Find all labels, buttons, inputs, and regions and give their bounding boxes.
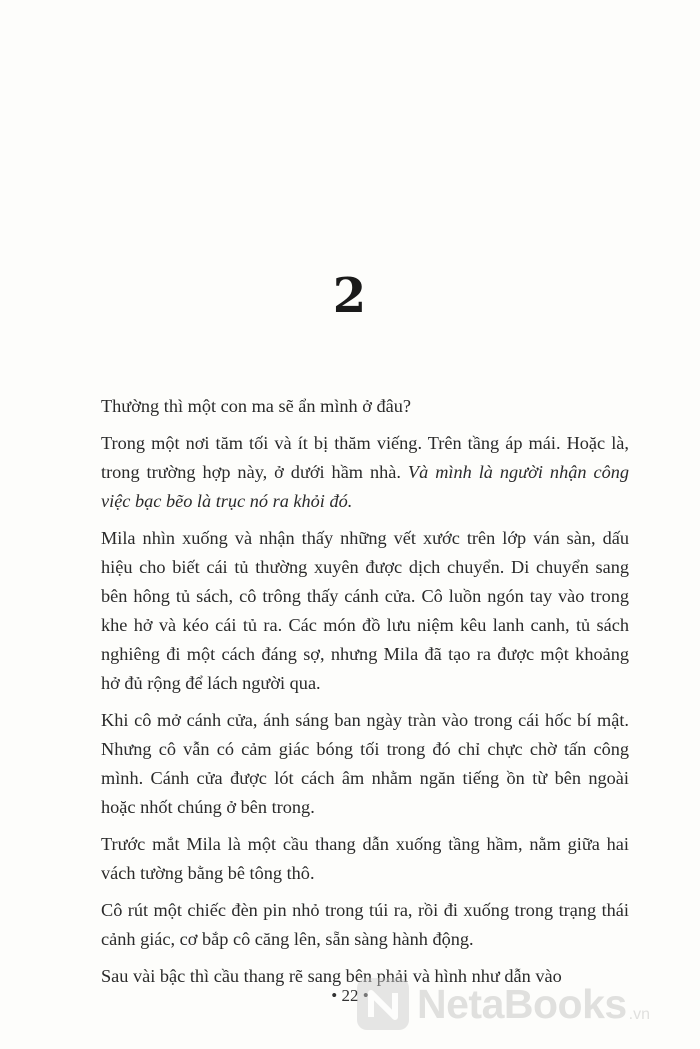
paragraph-italic-text: Và mình là người nhận công việc bạc bẽo là trục nó ra khỏi đó.	[101, 462, 629, 511]
paragraph-text: Thường thì một con ma sẽ ẩn mình ở đâu?	[101, 396, 412, 416]
paragraph-text: Sau vài bậc thì cầu thang rẽ sang bên phải và hình như dẫn vào	[101, 966, 562, 986]
paragraph-text: Trước mắt Mila là một cầu thang dẫn xuống tầng hầm, nằm giữa hai vách tường bằng bê tông thô.	[101, 834, 629, 883]
paragraph-1	[101, 392, 629, 421]
paragraph-text: Trong một nơi tăm tối và ít bị thăm viếng. Trên tầng áp mái. Hoặc là, trong trường hợp này, ở dưới hầm nhà.	[101, 433, 629, 482]
watermark-brand: NetaBooks	[417, 980, 627, 1027]
paragraph-text: Khi cô mở cánh cửa, ánh sáng ban ngày tràn vào trong cái hốc bí mật. Nhưng cô vẫn có cảm giác bóng tối trong đó chỉ chực chờ tấn công mình. Cánh cửa được lót cách âm nhằm ngăn tiếng ồn từ bên ngoài hoặc nhốt chúng ở bên trong.	[101, 710, 629, 817]
page-number: • 22 •	[331, 986, 369, 1005]
paragraph-2	[101, 429, 629, 516]
paragraph-3	[101, 524, 629, 698]
paragraph-text: Mila nhìn xuống và nhận thấy những vết xước trên lớp ván sàn, dấu hiệu cho biết cái tủ thường xuyên được dịch chuyển. Di chuyển sang bên hông tủ sách, cô trông thấy cánh cửa. Cô luồn ngón tay vào trong khe hở và kéo cái tủ ra. Các món đồ lưu niệm kêu lanh canh, tủ sách nghiêng đi một cách đáng sợ, nhưng Mila đã tạo ra được một khoảng hở đủ rộng để lách người qua.	[101, 528, 629, 693]
chapter-number: 2	[332, 268, 368, 324]
watermark	[357, 970, 700, 1038]
watermark-suffix: .vn	[628, 1006, 651, 1023]
netabooks-logo-icon	[357, 978, 409, 1030]
chapter-body	[101, 392, 629, 999]
paragraph-5	[101, 830, 629, 888]
paragraph-6	[101, 896, 629, 954]
paragraph-4	[101, 706, 629, 822]
paragraph-text: Cô rút một chiếc đèn pin nhỏ trong túi ra, rồi đi xuống trong trạng thái cảnh giác, cơ bắp cô căng lên, sẵn sàng hành động.	[101, 900, 629, 949]
